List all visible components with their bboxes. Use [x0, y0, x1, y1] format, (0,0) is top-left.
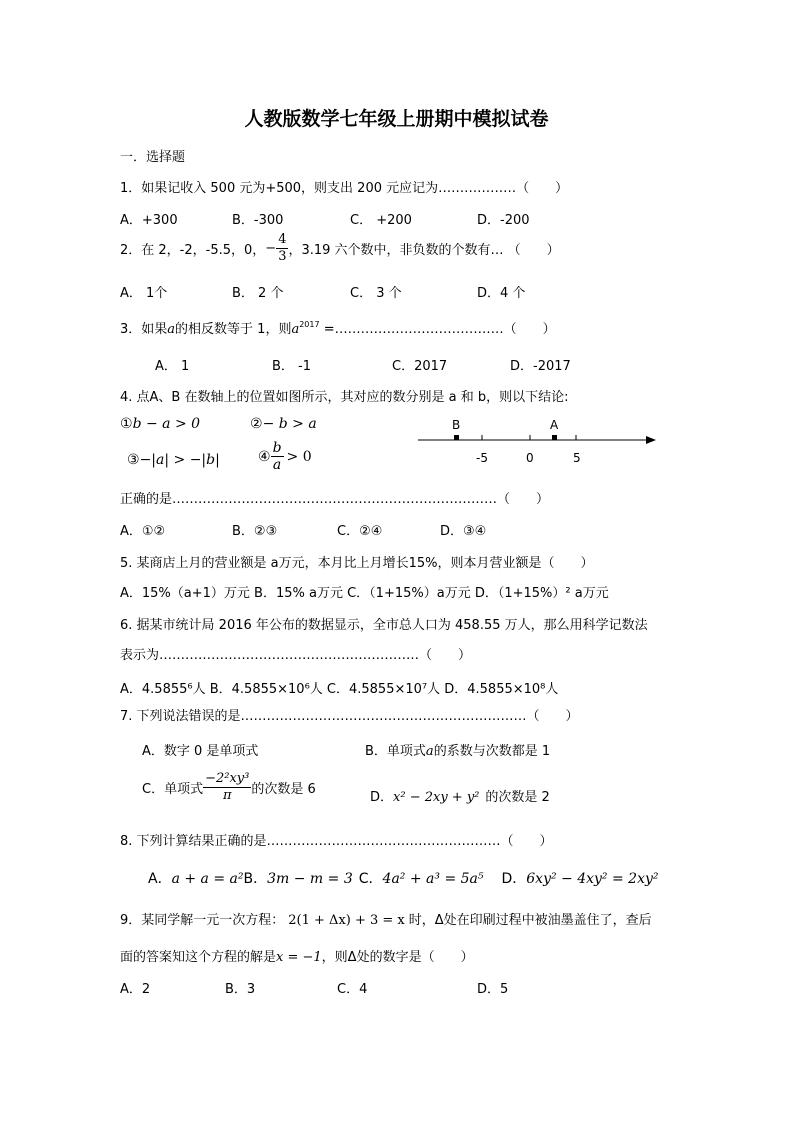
q9-pre: 9．某同学解一元一次方程： — [120, 913, 285, 928]
q8-a-math: a + a = a² — [171, 871, 244, 887]
q9-option-b: B．3 — [225, 982, 256, 997]
q7-c-fraction — [203, 771, 251, 804]
q7-b-var: a — [425, 744, 434, 759]
q4-c4-fraction — [271, 440, 284, 473]
q1-option-d: D．-200 — [477, 213, 530, 228]
q3-var: a — [167, 322, 176, 337]
q4-c4-frac-den: a — [272, 457, 282, 473]
q4-c4-rel: > 0 — [286, 448, 312, 465]
label-b: B — [452, 418, 461, 432]
q9-line2-math: x = −1 — [276, 950, 322, 965]
question-9 — [120, 909, 652, 928]
q8-b-label: B． — [243, 871, 268, 887]
q2-frac-num: 4 — [278, 232, 287, 247]
point-a-marker — [552, 435, 557, 440]
q4-option-d: D．③④ — [440, 524, 487, 539]
question-6: 6. 据某市统计局 2016 年公布的数据显示，全市总人口为 458.55 万人，那么用科学记数法 — [120, 618, 648, 633]
q2-frac-den: 3 — [278, 249, 287, 264]
q7-c-post: 的次数是 6 — [251, 782, 316, 797]
section-heading: 一．选择题 — [120, 150, 186, 165]
q9-line2-post: ，则Δ处的数字是（ ） — [321, 950, 474, 965]
tick-label-minus5: -5 — [476, 451, 488, 465]
q7-d-post: 的次数是 2 — [485, 790, 550, 805]
q4-option-c: C．②④ — [337, 524, 383, 539]
q7-d-pre: D． — [370, 790, 394, 805]
question-4: 4. 点A、B 在数轴上的位置如图所示，其对应的数分别是 a 和 b，则以下结论: — [120, 390, 569, 405]
question-8: 8. 下列计算结果正确的是………………………………………………（ ） — [120, 834, 553, 849]
q4-option-b: B．②③ — [232, 524, 278, 539]
q4-c3-math: −|a| > −|b| — [139, 452, 220, 468]
q8-d-label: D． — [501, 871, 527, 887]
tick-label-5: 5 — [573, 451, 581, 465]
q2-prefix: 2．在 2，-2，-5.5，0， — [120, 243, 266, 258]
q9-line2-pre: 面的答案知这个方程的解是 — [120, 950, 277, 965]
question-3 — [120, 318, 556, 337]
q4-c2-num: ② — [250, 416, 263, 432]
q8-d-math: 6xy² − 4xy² = 2xy² — [526, 871, 659, 887]
q7-c-num: −2²xy³ — [205, 771, 250, 786]
q9-post: 时，Δ处在印刷过程中被油墨盖住了，查后 — [408, 913, 652, 928]
q5-options: A．15%（a+1）万元 B．15% a万元 C．（1+15%）a万元 D．（1+15%）² a万元 — [120, 586, 609, 601]
q4-c1-math: b − a > 0 — [132, 416, 201, 432]
q4-option-a: A．①② — [120, 524, 166, 539]
q4-c4-frac-num: b — [272, 440, 282, 456]
q4-conclusion-1 — [120, 416, 200, 432]
q2-option-c: C． 3 个 — [350, 286, 402, 301]
number-line-diagram — [410, 412, 660, 472]
q3-mid: 的相反数等于 1，则 — [175, 322, 292, 337]
q3-var2: a — [291, 322, 300, 337]
q2-fraction — [276, 232, 288, 265]
q9-option-a: A．2 — [120, 982, 151, 997]
q3-suffix: =…………………………………（ ） — [319, 322, 556, 337]
q3-option-c: C．2017 — [392, 359, 448, 374]
q7-option-d — [370, 786, 550, 805]
q4-c4-num: ④ — [258, 448, 271, 465]
q7-option-c — [142, 771, 316, 804]
q7-option-b — [365, 740, 550, 759]
q2-suffix: ，3.19 六个数中，非负数的个数有… （ ） — [288, 243, 560, 258]
q3-prefix: 3．如果 — [120, 322, 168, 337]
q8-c-label: C． — [358, 871, 383, 887]
tick-label-0: 0 — [526, 451, 534, 465]
q7-d-math: x² − 2xy + y² — [393, 790, 480, 805]
q4-c2-math: − b > a — [262, 416, 317, 432]
q3-option-d: D．-2017 — [510, 359, 571, 374]
question-1: 1．如果记收入 500 元为+500，则支出 200 元应记为………………（ ） — [120, 181, 569, 196]
question-5: 5. 某商店上月的营业额是 a万元，本月比上月增长15%，则本月营业额是（ ） — [120, 556, 594, 571]
point-b-marker — [454, 435, 459, 440]
q8-b-math: 3m − m = 3 — [267, 871, 353, 887]
q9-option-d: D．5 — [477, 982, 509, 997]
q4-conclusion-2 — [250, 416, 317, 432]
q1-option-c: C． +200 — [350, 213, 412, 228]
q4-c3-num: ③ — [127, 452, 140, 468]
question-6-cont: 表示为……………………………………………………（ ） — [120, 648, 472, 663]
q3-option-a: A． 1 — [155, 359, 190, 374]
q7-c-pre: C．单项式 — [142, 782, 204, 797]
q8-a-label: A． — [148, 871, 172, 887]
q1-option-a: A．+300 — [120, 213, 178, 228]
q9-option-c: C．4 — [337, 982, 368, 997]
page-title: 人教版数学七年级上册期中模拟试卷 — [244, 108, 549, 130]
q8-c-math: 4a² + a³ = 5a⁵ — [382, 871, 484, 887]
q2-option-a: A． 1个 — [120, 286, 168, 301]
q9-equation: 2(1 + Δx) + 3 = x — [288, 913, 405, 928]
question-9-cont — [120, 946, 474, 965]
q3-exponent: 2017 — [299, 320, 320, 329]
q7-b-post: 的系数与次数都是 1 — [433, 744, 551, 759]
q7-c-den: π — [222, 788, 232, 803]
q3-option-b: B． -1 — [272, 359, 312, 374]
q2-minus: − — [265, 241, 277, 256]
q2-option-d: D．4 个 — [477, 286, 526, 301]
number-line-arrow-icon — [646, 436, 656, 444]
question-7: 7. 下列说法错误的是…………………………………………………………（ ） — [120, 709, 579, 724]
q6-options: A．4.5855⁶人 B．4.5855×10⁶人 C．4.5855×10⁷人 D．4.5855×10⁸人 — [120, 682, 559, 697]
q4-c1-num: ① — [120, 416, 133, 432]
q4-conclusion-4 — [258, 440, 312, 473]
q7-b-pre: B．单项式 — [365, 744, 426, 759]
question-2 — [120, 232, 560, 265]
q8-options — [148, 868, 659, 888]
q4-tail: 正确的是…………………………………………………………………（ ） — [120, 492, 550, 507]
q2-option-b: B． 2 个 — [232, 286, 284, 301]
q4-conclusion-3 — [127, 452, 220, 468]
q1-option-b: B．-300 — [232, 213, 284, 228]
label-a: A — [550, 418, 559, 432]
q7-option-a: A．数字 0 是单项式 — [142, 744, 259, 759]
